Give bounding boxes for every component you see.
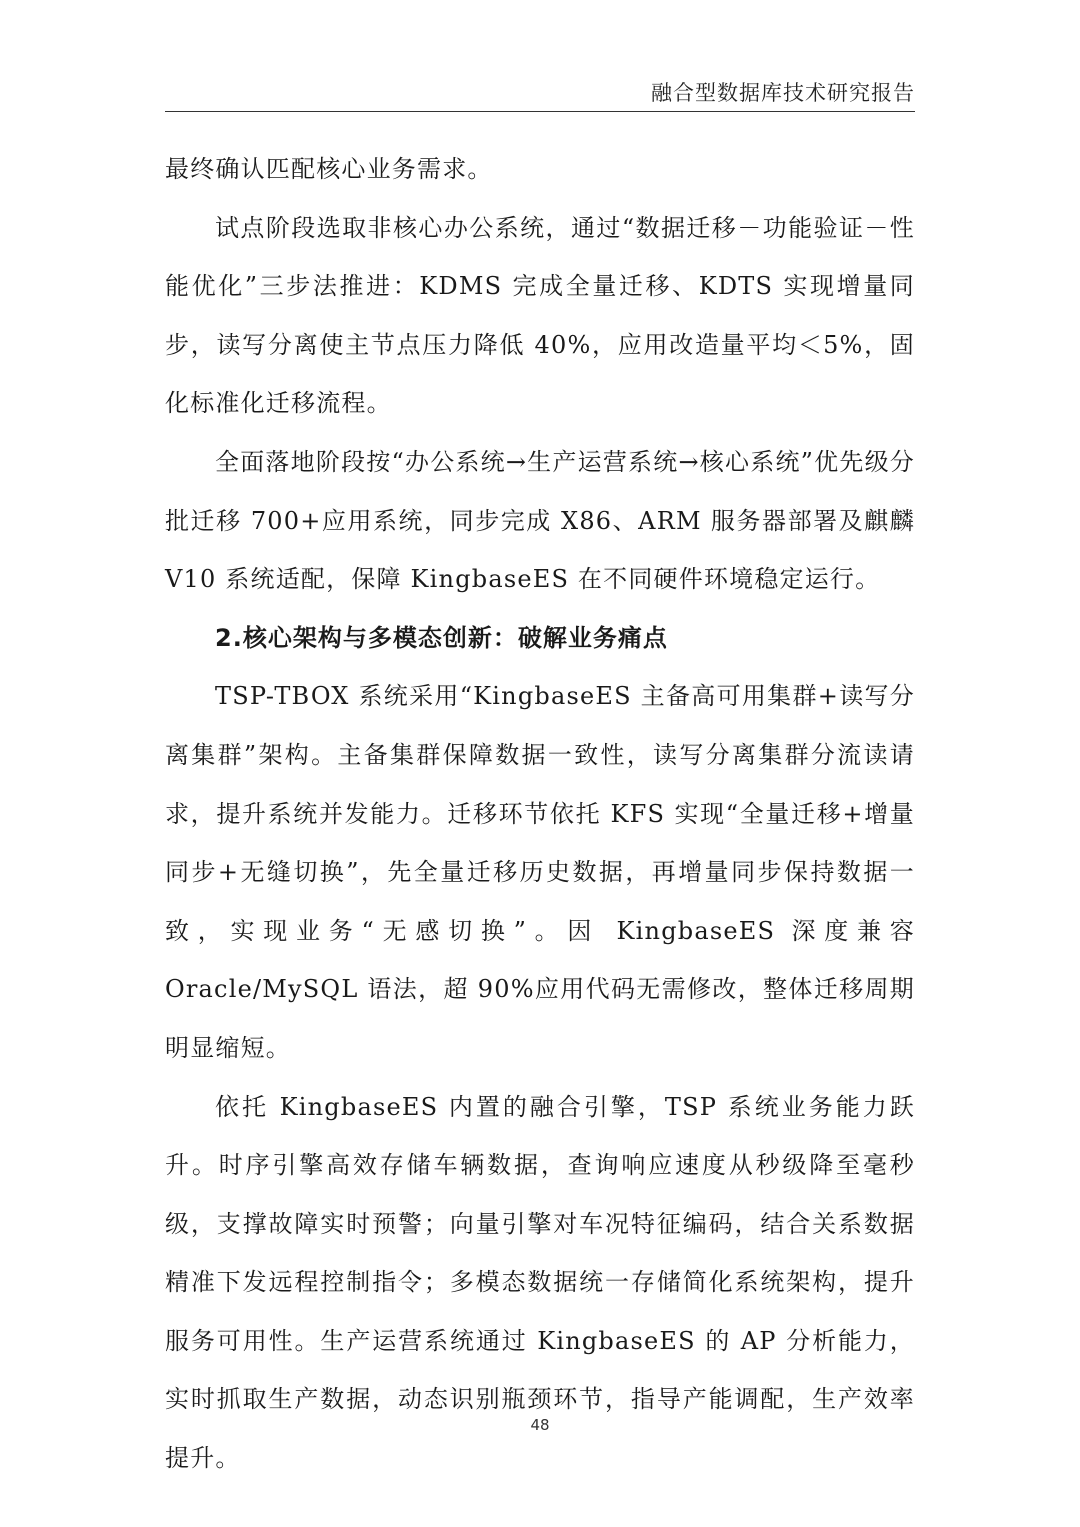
paragraph-pilot-stage: 试点阶段选取非核心办公系统，通过“数据迁移－功能验证－性能优化”三步法推进：KDMS 完成全量迁移、KDTS 实现增量同步，读写分离使主节点压力降低 40%，应用改造量平均＜5%，固化标准化迁移流程。 <box>165 213 915 418</box>
running-header: 融合型数据库技术研究报告 <box>651 81 915 105</box>
paragraph-rollout-stage: 全面落地阶段按“办公系统→生产运营系统→核心系统”优先级分批迁移 700+应用系统，同步完成 X86、ARM 服务器部署及麒麟 V10 系统适配，保障 KingbaseES 在不同硬件环境稳定运行。 <box>165 447 915 594</box>
paragraph-continuation: 最终确认匹配核心业务需求。 <box>165 155 493 183</box>
section-heading: 2.核心架构与多模态创新：破解业务痛点 <box>215 623 668 652</box>
header-divider <box>165 111 915 112</box>
paragraph-fusion-engine: 依托 KingbaseES 内置的融合引擎，TSP 系统业务能力跃升。时序引擎高效存储车辆数据，查询响应速度从秒级降至毫秒级，支撑故障实时预警；向量引擎对车况特征编码，结合关系数据精准下发远程控制指令；多模态数据统一存储简化系统架构，提升服务可用性。生产运营系统通过 KingbaseES 的 AP 分析能力，实时抓取生产数据，动态识别瓶颈环节，指导产能调配，生产效率提升。 <box>165 1092 915 1473</box>
paragraph-architecture: TSP-TBOX 系统采用“KingbaseES 主备高可用集群+读写分离集群”架构。主备集群保障数据一致性，读写分离集群分流读请求，提升系统并发能力。迁移环节依托 KFS 实现“全量迁移+增量同步+无缝切换”，先全量迁移历史数据，再增量同步保持数据一致，实现业务“无感切换”。因 KingbaseES 深度兼容 Oracle/MySQL 语法，超 90%应用代码无需修改，整体迁移周期明显缩短。 <box>165 682 915 1062</box>
page-body <box>165 140 915 1488</box>
page-number: 48 <box>530 1416 550 1434</box>
